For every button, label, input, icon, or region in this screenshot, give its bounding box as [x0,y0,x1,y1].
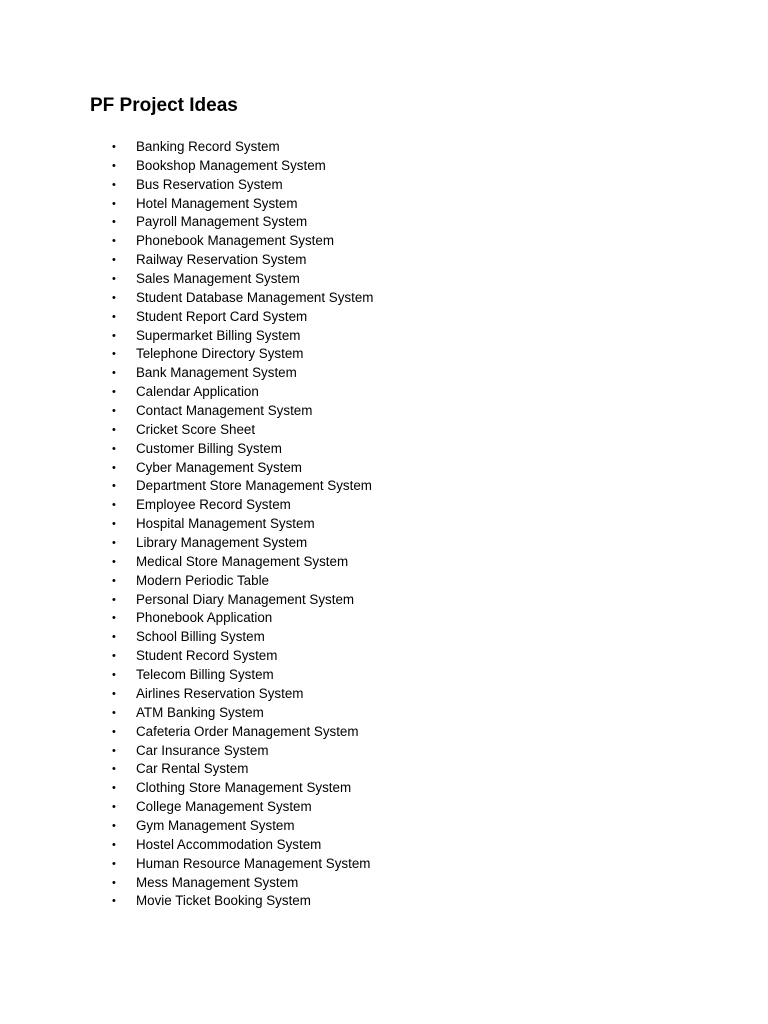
list-item-text: Bus Reservation System [136,176,283,192]
bullet-icon: • [112,593,116,606]
list-item-text: Contact Management System [136,403,313,419]
bullet-icon: • [112,423,116,436]
bullet-icon: • [112,254,116,267]
bullet-icon: • [112,706,116,719]
bullet-icon: • [112,141,116,153]
bullet-icon: • [112,273,116,286]
list-item-text: Phonebook Management System [136,233,335,249]
list-item-text: Student Database Management System [136,289,374,305]
bullet-icon: • [112,329,116,342]
bullet-icon: • [112,574,116,587]
bullet-icon: • [112,838,116,851]
list-item-text: College Management System [136,799,312,815]
list-item-text: Banking Record System [136,139,280,154]
list-item-text: Telephone Directory System [136,346,304,362]
bullet-icon: • [112,310,116,323]
bullet-icon: • [112,669,116,682]
document-title: PF Project Ideas [90,95,238,116]
bullet-icon: • [112,819,116,832]
list-item-text: Customer Billing System [136,440,282,456]
list-item-text: Calendar Application [136,384,259,400]
bullet-icon: • [112,895,116,908]
list-item-text: Payroll Management System [136,214,308,230]
list-item-text: Human Resource Management System [136,855,371,871]
list-item-text: Sales Management System [136,271,300,287]
bullet-icon: • [112,159,116,172]
bullet-icon: • [112,518,116,531]
bullet-icon: • [112,763,116,776]
list-item-text: Hostel Accommodation System [136,836,322,852]
list-item-text: Car Insurance System [136,742,269,758]
bullet-icon: • [112,857,116,870]
list-item-text: Student Record System [136,648,278,664]
bullet-icon: • [112,461,116,474]
list-item-text: Cyber Management System [136,459,302,475]
list-item-text: Railway Reservation System [136,252,307,268]
list-item-text: Cricket Score Sheet [136,421,256,437]
bullet-icon: • [112,216,116,229]
list-item-text: Employee Record System [136,497,291,513]
bullet-icon: • [112,480,116,493]
list-item-text: School Billing System [136,629,265,645]
bullet-icon: • [112,725,116,738]
list-item-text: Bookshop Management System [136,157,326,173]
list-item-text: Mess Management System [136,874,299,890]
list-item-text: Cafeteria Order Management System [136,723,359,739]
bullet-icon: • [112,178,116,191]
bullet-icon: • [112,499,116,512]
list-item-text: Supermarket Billing System [136,327,301,343]
bullet-icon: • [112,631,116,644]
bullet-icon: • [112,612,116,625]
bullet-icon: • [112,386,116,399]
bullet-icon: • [112,348,116,361]
list-item-text: Library Management System [136,535,308,551]
bullet-icon: • [112,235,116,248]
bullet-icon: • [112,650,116,663]
bullet-icon: • [112,367,116,380]
list-item-text: Phonebook Application [136,610,273,626]
list-item-text: Gym Management System [136,817,295,833]
bullet-icon: • [112,782,116,795]
list-item-text: Personal Diary Management System [136,591,355,607]
bullet-icon: • [112,876,116,889]
list-item-text: Clothing Store Management System [136,780,352,796]
bullet-icon: • [112,197,116,210]
bullet-icon: • [112,405,116,418]
list-item-text: Movie Ticket Booking System [136,893,311,909]
list-item-text: ATM Banking System [136,704,264,720]
list-item-text: Modern Periodic Table [136,572,269,588]
bullet-icon: • [112,291,116,304]
bullet-icon: • [112,537,116,550]
bullet-icon: • [112,744,116,757]
list-item-text: Hospital Management System [136,516,315,532]
bullet-icon: • [112,442,116,455]
bullet-icon: • [112,687,116,700]
list-item-text: Car Rental System [136,761,249,777]
bullet-icon: • [112,801,116,814]
list-item-text: Airlines Reservation System [136,685,304,701]
list-item-text: Telecom Billing System [136,667,274,683]
list-item-text: Bank Management System [136,365,297,381]
list-item-text: Department Store Management System [136,478,372,494]
list-item-text: Medical Store Management System [136,553,349,569]
bullet-icon: • [112,555,116,568]
list-item-text: Student Report Card System [136,308,308,324]
list-item-text: Hotel Management System [136,195,298,211]
